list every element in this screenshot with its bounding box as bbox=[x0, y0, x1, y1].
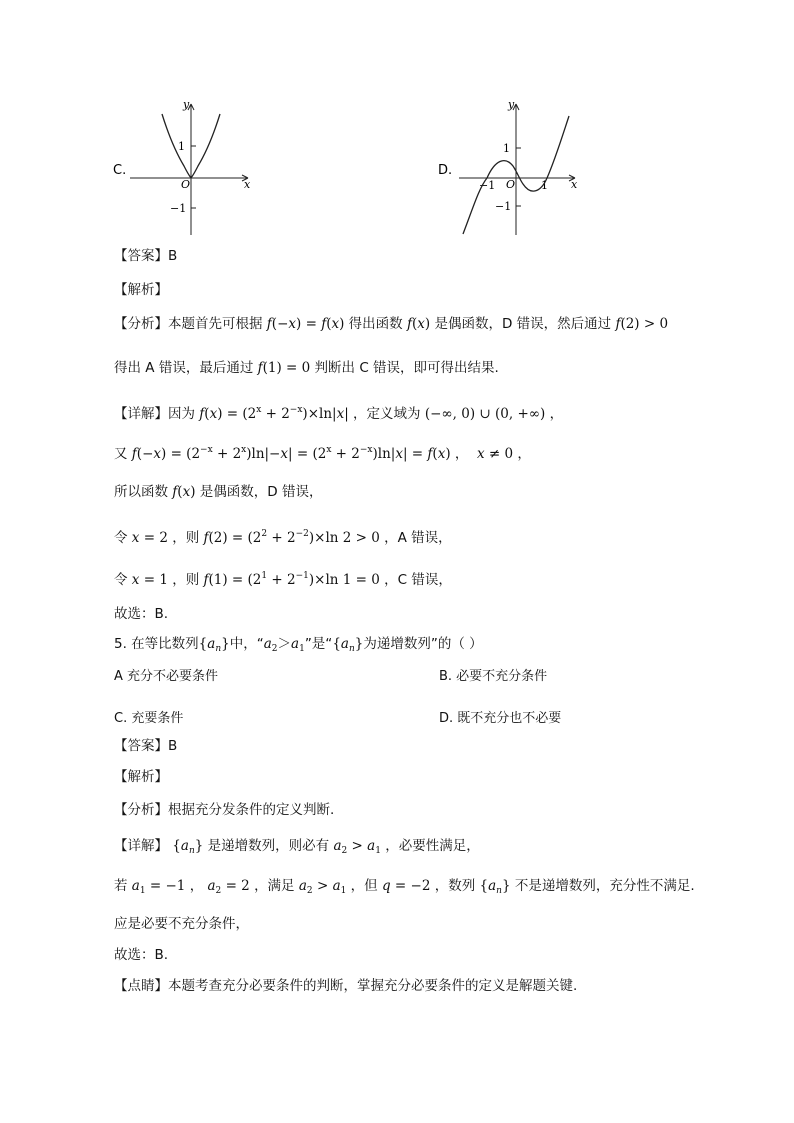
q5-option-d: D. 既不充分也不必要 bbox=[439, 711, 562, 726]
q4-xj2-b: ， bbox=[454, 446, 469, 462]
q4-xj4-a: 令 bbox=[114, 530, 128, 546]
q5-xj2-a: 若 bbox=[114, 878, 128, 894]
graph-d-tick-pos: 1 bbox=[503, 142, 510, 155]
q4-answer-tag: 【答案】 bbox=[114, 248, 168, 264]
q4-xj4-b: ，则 bbox=[172, 530, 200, 546]
q4-xj4-c: ，A 错误， bbox=[384, 530, 452, 546]
q4-conclusion: 故选：B. bbox=[114, 606, 169, 622]
q5-dianjing: 本题考查充分必要条件的判断，掌握充分必要条件的定义是解题关键. bbox=[168, 978, 578, 994]
graph-d-y: y bbox=[508, 98, 515, 111]
q4-xiangjie-line-3: 所以函数 f(x) 是偶函数，D 错误， bbox=[114, 484, 323, 500]
q4-answer: B bbox=[168, 248, 178, 264]
q4-xj3-pre: 所以函数 bbox=[114, 484, 168, 500]
q4-xj1-b: ，定义域为 bbox=[353, 406, 421, 422]
q5-dianjing-line bbox=[114, 976, 577, 996]
q5-answer: B bbox=[168, 738, 178, 754]
graph-c-tick-neg: −1 bbox=[170, 202, 187, 215]
q4-xj2-a: 又 bbox=[114, 446, 128, 462]
graph-d-x: x bbox=[571, 178, 578, 191]
q4-xj5-a: 令 bbox=[114, 572, 128, 588]
q5-option-a: A 充分不必要条件 bbox=[114, 669, 219, 684]
graph-d-origin: O bbox=[506, 178, 516, 191]
graph-c-tick-pos: 1 bbox=[178, 140, 185, 153]
q5-xj2-b: ， bbox=[189, 878, 204, 894]
q5-answer-tag: 【答案】 bbox=[114, 738, 168, 754]
q5-xj1-a: 是递增数列，则必有 bbox=[207, 838, 330, 854]
q5-xj2-e: ，数列 bbox=[434, 878, 476, 894]
graph-c-label: C. bbox=[113, 163, 127, 178]
math-f-neg-x: f bbox=[266, 316, 272, 332]
q4-fenxi-line-1: 【分析】本题首先可根据 f(−x) = f(x) 得出函数 f(x) 是偶函数，D 错误，然后通过 f(2) > 0 bbox=[114, 316, 669, 332]
q4-xj1-a: 因为 bbox=[168, 406, 195, 422]
q4-xj2-c: ， bbox=[517, 446, 531, 462]
q5-answer-line bbox=[114, 736, 177, 756]
q5-stem-a: 5. 在等比数列 bbox=[114, 636, 199, 652]
graph-d-x-pos: 1 bbox=[541, 179, 548, 192]
q5-stem-b: 中，“ bbox=[229, 636, 264, 652]
q4-analysis-tag: 【解析】 bbox=[114, 282, 168, 298]
graph-d-x-neg: −1 bbox=[479, 179, 496, 192]
graph-d-tick-neg: −1 bbox=[495, 200, 512, 213]
q4-xiangjie-line-4: 令 x = 2 ，则 $f(2) = (2^2 + 2^{-2})\times\ln$ 2 > 0 ，A 错误， bbox=[114, 529, 452, 546]
graph-c-y: y bbox=[183, 98, 190, 111]
q5-dianjing-tag: 【点睛】 bbox=[114, 978, 168, 994]
q5-stem-c: ”是“ bbox=[304, 636, 333, 652]
q5-xj3: 应是必要不充分条件， bbox=[114, 916, 249, 932]
q5-xj2-f: 不是递增数列，充分性不满足. bbox=[514, 878, 695, 894]
graph-d bbox=[435, 98, 585, 240]
q5-analysis-tag: 【解析】 bbox=[114, 769, 168, 785]
q4-answer-line bbox=[114, 246, 177, 266]
q4-xj1-c: ， bbox=[549, 406, 564, 422]
q5-xj2-c: ，满足 bbox=[254, 878, 295, 894]
q5-conclusion: 故选：B. bbox=[114, 947, 169, 963]
q4-fenxi-text-3: 是偶函数，D 错误，然后通过 bbox=[434, 316, 612, 332]
q4-xiangjie-tag: 【详解】 bbox=[114, 406, 168, 422]
graph-d-label: D. bbox=[438, 163, 453, 178]
q5-xiangjie-line-2: 若 $a_1 = -1$ ， $a_2 = 2$ ，满足 $a_2 > a_1$ ，但 q = −2 ，数列 $\{a_n\}$ 不是递增数列，充分性不满足. bbox=[114, 878, 695, 896]
q4-fenxi-line-2: 得出 A 错误，最后通过 f(1) = 0 判断出 C 错误，即可得出结果. bbox=[114, 360, 499, 376]
graph-c bbox=[110, 98, 260, 240]
q4-fenxi-tag: 【分析】 bbox=[114, 316, 168, 332]
q4-xiangjie-line-2: 又 $f(-x) = (2^{-x} + 2^x)\ln|-x| = (2^x + 2^{-x})\ln|x| = f(x)$ ， x ≠ 0 ， bbox=[114, 445, 531, 462]
q4-fenxi-text-5: 判断出 C 错误，即可得出结果. bbox=[314, 360, 499, 376]
q4-fenxi-text-4: 得出 A 错误，最后通过 bbox=[114, 360, 254, 376]
q5-xj2-d: ，但 bbox=[350, 878, 378, 894]
q5-option-c: C. 充要条件 bbox=[114, 711, 184, 726]
q4-xj5-c: ，C 错误， bbox=[384, 572, 452, 588]
q5-xiangjie-line-1: 【详解】 $\{a_n\}$ 是递增数列，则必有 $a_2 > a_1$ ，必要性满足， bbox=[114, 838, 480, 856]
q5-fenxi-line bbox=[114, 800, 334, 820]
graph-c-origin: O bbox=[181, 178, 191, 191]
graph-c-x: x bbox=[244, 178, 251, 191]
q5-option-b: B. 必要不充分条件 bbox=[439, 669, 548, 684]
q5-xj1-b: ，必要性满足， bbox=[385, 838, 480, 854]
q5-xiangjie-tag: 【详解】 bbox=[114, 838, 168, 854]
q4-xiangjie-line-1: 【详解】因为 $f(x) = (2^x + 2^{-x})\times\ln|x|$ ，定义域为 (−∞, 0) ∪ (0, +∞) ， bbox=[114, 405, 564, 422]
q5-stem: 5. 在等比数列$\{a_n\}$中，“$a_2>a_1$”是“$\{a_n\}$为递增数列”的（ ） bbox=[114, 636, 483, 654]
q4-xj3: 是偶函数，D 错误， bbox=[199, 484, 323, 500]
q5-fenxi-tag: 【分析】 bbox=[114, 802, 168, 818]
q4-fenxi-text-2: 得出函数 bbox=[348, 316, 403, 332]
q4-fenxi-text-1: 本题首先可根据 bbox=[168, 316, 263, 332]
q4-xiangjie-line-5: 令 x = 1 ，则 $f(1) = (2^1 + 2^{-1})\times\ln$ 1 = 0 ，C 错误， bbox=[114, 571, 452, 588]
q4-xj5-b: ，则 bbox=[172, 572, 200, 588]
q5-stem-d: 为递增数列”的（ ） bbox=[363, 636, 483, 652]
q5-fenxi: 根据充分发条件的定义判断. bbox=[168, 802, 335, 818]
